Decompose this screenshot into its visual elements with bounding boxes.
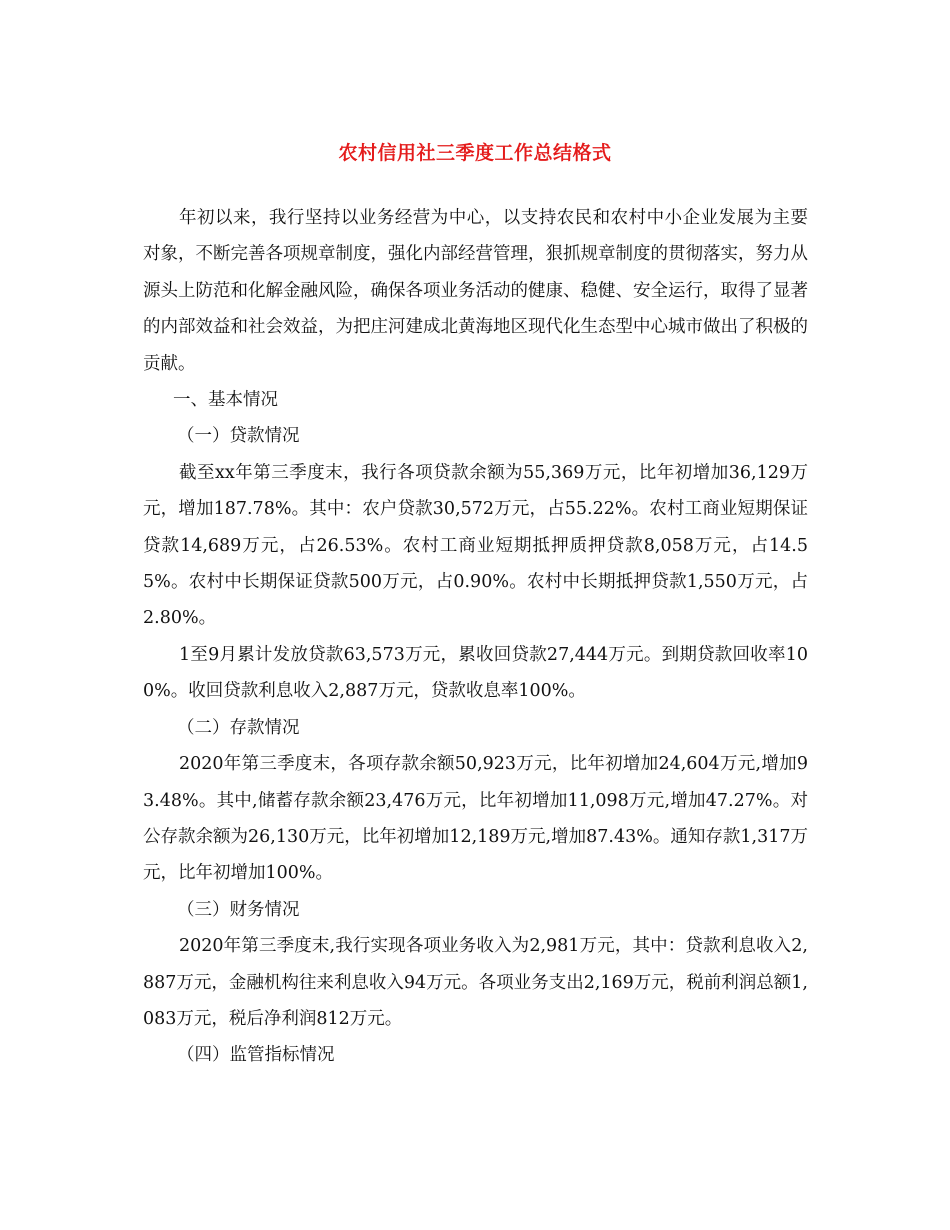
loans-paragraph-2: 1至9月累计发放贷款63,573万元，累收回贷款27,444万元。到期贷款回收率100%。收回贷款利息收入2,887万元，贷款收息率100%。 [143,644,808,702]
finance-paragraph: 2020年第三季度末,我行实现各项业务收入为2,981万元，其中：贷款利息收入2,887万元，金融机构往来利息收入94万元。各项业务支出2,169万元，税前利润总额1,083万元，税后净利润812万元。 [143,936,808,1029]
subheading-loans: （一）贷款情况 [177,426,300,447]
deposits-paragraph: 2020年第三季度末，各项存款余额50,923万元，比年初增加24,604万元,增加93.48%。其中,储蓄存款余额23,476万元，比年初增加11,098万元,增加47.27%。对公存款余额为26,130万元，比年初增加12,189万元,增加87.43%。通知存款1,317万元，比年初增加100%。 [143,754,808,884]
document-title: 农村信用社三季度工作总结格式 [338,142,612,164]
subheading-deposits: （二）存款情况 [177,717,300,738]
document-body [143,200,808,1074]
section-heading-basic-situation: 一、基本情况 [173,390,278,411]
subheading-supervision: （四）监管指标情况 [177,1045,335,1066]
intro-paragraph: 年初以来，我行坚持以业务经营为中心，以支持农民和农村中小企业发展为主要对象，不断完善各项规章制度，强化内部经营管理，狠抓规章制度的贯彻落实，努力从源头上防范和化解金融风险，确保各项业务活动的健康、稳健、安全运行，取得了显著的内部效益和社会效益，为把庄河建成北黄海地区现代化生态型中心城市做出了积极的贡献。 [143,208,808,374]
loans-paragraph-1: 截至xx年第三季度末，我行各项贷款余额为55,369万元，比年初增加36,129万元，增加187.78%。其中：农户贷款30,572万元，占55.22%。农村工商业短期保证贷款14,689万元，占26.53%。农村工商业短期抵押质押贷款8,058万元，占14.55%。农村中长期保证贷款500万元，占0.90%。农村中长期抵押贷款1,550万元，占2.80%。 [143,462,808,629]
subheading-finance: （三）财务情况 [177,899,300,920]
